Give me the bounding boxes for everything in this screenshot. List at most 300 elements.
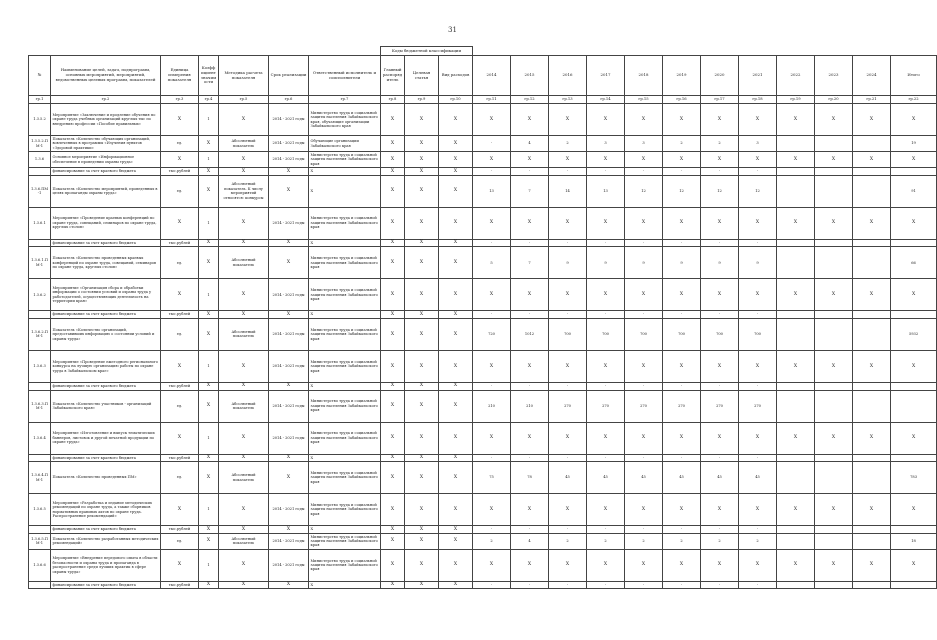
table-cell: Показатель «Количество мероприятий, проведенных в целях пропаганды охраны труда» [51,175,161,207]
table-cell: 9 [625,247,663,279]
column-header: Методика расчета показателя [219,56,269,96]
table-cell: X [439,533,473,549]
table-cell: X [473,350,511,382]
table-cell: 700 [739,318,777,350]
table-cell: X [853,207,891,239]
table-cell [891,526,937,534]
table-cell: 7 [511,247,549,279]
table-cell: Министерство труда и социальной защиты населения Забайкальского края [309,207,381,239]
table-cell: X [473,422,511,454]
table-cell: ед. [161,533,199,549]
table-cell: 1.3.6.2.ПМ-1 [29,318,51,350]
column-number: гр.15 [625,96,663,104]
column-header: 2018 [625,56,663,96]
table-cell: - [511,311,549,319]
column-number: гр.20 [815,96,853,104]
table-cell: X [891,207,937,239]
table-cell: 700 [549,318,587,350]
table-cell: X [701,207,739,239]
table-cell: X [587,104,625,136]
column-header: 2019 [663,56,701,96]
table-cell: X [269,168,309,176]
table-cell: 2014 - 2021 годы [269,390,309,422]
table-cell: X [511,279,549,311]
table-cell: X [853,422,891,454]
table-cell: X [405,494,439,526]
table-cell: X [439,207,473,239]
table-row [29,207,937,239]
table-cell: 45 [587,462,625,494]
table-cell: X [739,494,777,526]
table-cell: ед. [161,136,199,152]
table-cell: X [439,462,473,494]
table-cell: X [219,207,269,239]
table-cell: X [199,533,219,549]
table-cell: X [853,104,891,136]
table-cell [853,175,891,207]
table-cell: X [309,311,381,319]
table-cell: X [381,207,405,239]
table-cell: X [381,390,405,422]
table-cell: X [269,462,309,494]
table-cell: X [549,207,587,239]
table-cell: 2014 - 2021 годы [269,494,309,526]
column-number: гр.5 [219,96,269,104]
table-cell: X [439,247,473,279]
table-cell [777,175,815,207]
table-cell: X [815,350,853,382]
column-header: 2016 [549,56,587,96]
table-cell: - [663,526,701,534]
table-cell: - [739,168,777,176]
table-cell: X [663,422,701,454]
table-cell: Мероприятие «Организация сбора и обработки информации о состоянии условий и охраны труда у работодателей, осуществляющих деятельность на территории края» [51,279,161,311]
table-cell: - [587,454,625,462]
table-row [29,152,937,168]
table-cell [853,311,891,319]
table-cell: X [269,526,309,534]
table-cell: 2 [549,136,587,152]
table-cell [891,390,937,422]
table-cell: 45 [701,462,739,494]
table-cell: X [815,494,853,526]
table-cell: - [663,168,701,176]
table-cell: X [853,494,891,526]
table-cell: - [701,382,739,390]
table-cell [815,175,853,207]
table-cell: X [587,207,625,239]
table-cell: X [269,311,309,319]
table-cell: X [405,247,439,279]
table-cell: тыс.рублей [161,581,199,589]
column-number: гр.18 [739,96,777,104]
table-cell [29,526,51,534]
table-cell: 45 [663,462,701,494]
table-cell: X [587,494,625,526]
table-cell [853,526,891,534]
table-cell: X [473,549,511,581]
table-cell: 3 [625,136,663,152]
table-cell: X [199,382,219,390]
table-cell: X [381,533,405,549]
table-cell: 700 [663,318,701,350]
table-cell: X [549,494,587,526]
table-cell: - [587,168,625,176]
table-cell: X [381,549,405,581]
table-cell: 700 [625,318,663,350]
table-cell: - [739,454,777,462]
table-cell: Мероприятие «Разработка и издание методических рекомендаций по охране труда, а также сборников нормативных правовых актов по охране труда. Распространение рекомендаций» [51,494,161,526]
table-cell [815,318,853,350]
table-cell: X [199,581,219,589]
table-cell: 4 [511,136,549,152]
table-cell: X [891,494,937,526]
table-cell: 270 [663,390,701,422]
table-cell [853,454,891,462]
column-number: гр.7 [309,96,381,104]
table-cell: финансирование за счет краевого бюджета [51,311,161,319]
table-row [29,318,937,350]
table-cell: X [405,526,439,534]
table-cell: X [891,549,937,581]
table-cell: X [663,350,701,382]
column-number: гр.9 [405,96,439,104]
table-cell: X [381,168,405,176]
table-cell: Абсолютный показатель [219,462,269,494]
table-cell: 12 [625,175,663,207]
table-cell: X [219,581,269,589]
table-cell: X [625,422,663,454]
table-row [29,175,937,207]
table-row [29,390,937,422]
column-number: гр.8 [381,96,405,104]
table-cell: X [439,350,473,382]
table-cell: 14 [549,175,587,207]
table-cell: X [739,207,777,239]
table-cell: X [219,549,269,581]
table-cell: X [511,494,549,526]
table-cell: X [853,279,891,311]
column-number: гр.17 [701,96,739,104]
table-cell: 1 [199,549,219,581]
table-cell: X [587,350,625,382]
table-cell: 75 [473,462,511,494]
table-cell: X [625,350,663,382]
table-cell: X [381,454,405,462]
column-number: гр.3 [161,96,199,104]
table-cell: X [219,350,269,382]
table-cell: X [549,279,587,311]
program-table [28,46,937,589]
table-cell: X [405,533,439,549]
table-row [29,136,937,152]
table-cell: 13 [473,175,511,207]
table-cell [777,454,815,462]
table-cell: Мероприятие «Проведение краевых конференций по охране труда, совещаний, семинаров по охране труда, круглых столов» [51,207,161,239]
table-cell [853,247,891,279]
table-cell: X [405,390,439,422]
table-cell: 210 [511,390,549,422]
table-cell: 1 [199,207,219,239]
table-cell: X [511,549,549,581]
table-cell: - [587,581,625,589]
table-cell: X [405,239,439,247]
table-cell: X [439,494,473,526]
table-cell: X [853,549,891,581]
table-cell: - [511,454,549,462]
table-cell: - [663,454,701,462]
table-cell: Абсолютный показатель [219,533,269,549]
column-number: гр.4 [199,96,219,104]
table-cell: 1 [199,104,219,136]
table-cell: финансирование за счет краевого бюджета [51,454,161,462]
table-cell: - [549,311,587,319]
table-row [29,239,937,247]
table-cell: X [199,175,219,207]
table-cell: 2014 - 2021 годы [269,279,309,311]
table-cell: X [219,382,269,390]
table-cell: Министерство труда и социальной защиты населения Забайкальского края [309,279,381,311]
table-cell: X [853,350,891,382]
table-cell: 2014 - 2021 годы [269,549,309,581]
table-cell: 1.3.6.ПМ-1 [29,175,51,207]
table-cell: X [269,239,309,247]
table-cell: X [625,549,663,581]
table-cell: X [381,136,405,152]
table-cell: X [663,279,701,311]
table-cell: 2 [701,533,739,549]
table-cell [777,526,815,534]
table-cell: Министерство труда и социальной защиты населения Забайкальского края, обучающие организации Забайкальского края [309,104,381,136]
table-cell: ед. [161,390,199,422]
table-cell: - [549,168,587,176]
table-cell: 2014 - 2021 годы [269,136,309,152]
column-number: гр.10 [439,96,473,104]
table-cell: Абсолютный показатель [219,136,269,152]
table-cell: 270 [587,390,625,422]
table-cell: 1.3.6.4 [29,422,51,454]
table-cell: X [199,311,219,319]
table-cell: финансирование за счет краевого бюджета [51,239,161,247]
table-cell: Министерство труда и социальной защиты населения Забайкальского края [309,390,381,422]
table-cell: тыс.рублей [161,454,199,462]
table-cell [777,136,815,152]
table-cell: - [587,526,625,534]
column-number: гр.21 [853,96,891,104]
table-cell: 1.3.6.1.ПМ-1 [29,247,51,279]
table-cell [29,382,51,390]
table-row [29,311,937,319]
table-cell: X [777,350,815,382]
table-cell: - [625,382,663,390]
column-header: Итого [891,56,937,96]
table-cell: - [511,382,549,390]
table-cell: X [161,350,199,382]
table-cell: - [739,382,777,390]
table-cell: - [701,581,739,589]
column-header: 2024 [853,56,891,96]
table-cell: 1.3.6.4.ПМ-1 [29,462,51,494]
table-cell: X [587,422,625,454]
table-cell: X [199,526,219,534]
table-cell: - [511,239,549,247]
table-cell: X [161,152,199,168]
table-cell [777,247,815,279]
table-cell: X [815,104,853,136]
table-cell: X [549,104,587,136]
table-cell: - [511,168,549,176]
table-cell: X [439,104,473,136]
table-cell: - [701,239,739,247]
table-cell: - [511,581,549,589]
table-cell: - [625,168,663,176]
table-cell: ед. [161,462,199,494]
table-cell: X [381,494,405,526]
table-cell: Министерство труда и социальной защиты населения Забайкальского края [309,318,381,350]
column-header: 2020 [701,56,739,96]
table-cell: - [473,581,511,589]
table-cell: 4 [511,533,549,549]
table-cell [777,168,815,176]
table-cell: X [381,382,405,390]
table-cell [853,462,891,494]
table-cell: X [549,350,587,382]
table-cell: 2 [663,136,701,152]
table-cell: X [815,279,853,311]
table-cell: X [439,168,473,176]
table-cell: X [219,422,269,454]
table-cell: 700 [587,318,625,350]
table-cell: X [405,581,439,589]
column-header: Главный распорядитель [381,56,405,96]
table-cell: X [439,239,473,247]
column-number-row [29,96,937,104]
table-cell: - [549,581,587,589]
column-header: № [29,56,51,96]
table-cell [29,311,51,319]
table-cell: Показатель «Количество проведенных ПМ» [51,462,161,494]
table-cell: X [219,152,269,168]
table-row [29,454,937,462]
table-cell: - [473,311,511,319]
table-cell: X [663,207,701,239]
table-row [29,581,937,589]
table-cell: X [405,318,439,350]
table-cell: X [891,422,937,454]
table-cell [29,581,51,589]
table-cell: - [625,581,663,589]
table-cell: X [701,549,739,581]
table-cell: 1.3.6.3 [29,350,51,382]
page-number: 31 [448,26,457,34]
table-cell: X [625,279,663,311]
table-cell: X [439,311,473,319]
table-cell: X [199,318,219,350]
table-cell: X [269,175,309,207]
table-cell: 18 [891,533,937,549]
table-row [29,549,937,581]
table-cell: X [405,350,439,382]
table-cell: X [405,311,439,319]
column-number: гр.13 [549,96,587,104]
table-cell: X [309,239,381,247]
table-cell: X [777,422,815,454]
table-cell: Показатель «Количество проведенных краевых конференций по охране труда, совещаний, семинаров по охране труда, круглых столов» [51,247,161,279]
table-cell: - [625,239,663,247]
table-cell: - [739,311,777,319]
table-cell: 3 [587,136,625,152]
table-cell: 1.3.5.2 [29,104,51,136]
table-cell: X [777,207,815,239]
table-cell: - [625,454,663,462]
table-cell: X [199,454,219,462]
table-cell: X [219,104,269,136]
table-cell: - [549,239,587,247]
table-cell: 45 [739,462,777,494]
table-cell: X [439,390,473,422]
column-header: Единица измерения показателя [161,56,199,96]
table-cell: 2 [473,533,511,549]
table-cell: 1.3.6.5 [29,494,51,526]
table-cell: X [663,494,701,526]
table-row [29,247,937,279]
table-cell: X [381,104,405,136]
table-cell: X [439,136,473,152]
table-cell: X [219,311,269,319]
table-cell: X [199,239,219,247]
column-header: 2014 [473,56,511,96]
table-cell: X [511,422,549,454]
table-cell: X [161,279,199,311]
table-cell: Министерство труда и социальной защиты населения Забайкальского края [309,350,381,382]
table-cell: 7 [511,175,549,207]
table-cell: X [815,152,853,168]
table-cell [815,533,853,549]
table-cell: 78 [511,462,549,494]
table-cell: Основное мероприятие «Информационное обеспечение в проведении охраны труда» [51,152,161,168]
table-cell: 1.3.6.5.ПМ-1 [29,533,51,549]
table-cell: X [381,581,405,589]
table-cell: X [405,422,439,454]
table-cell: - [511,526,549,534]
table-cell: X [739,152,777,168]
table-cell: X [625,494,663,526]
table-cell: - [587,382,625,390]
column-header: Коэффициент значимости [199,56,219,96]
table-cell [891,239,937,247]
table-cell: - [587,239,625,247]
table-cell: X [587,549,625,581]
table-cell: тыс.рублей [161,382,199,390]
table-cell: - [473,168,511,176]
table-cell: 2 [663,533,701,549]
table-cell: X [853,152,891,168]
table-cell: 1 [199,350,219,382]
table-cell: 5 [473,247,511,279]
table-cell: финансирование за счет краевого бюджета [51,168,161,176]
column-number: гр.1 [29,96,51,104]
table-cell: X [439,318,473,350]
table-cell: - [663,239,701,247]
table-cell: - [473,454,511,462]
table-cell: - [625,526,663,534]
table-cell: X [199,390,219,422]
table-cell: 9 [701,247,739,279]
table-cell: X [777,279,815,311]
table-row [29,462,937,494]
table-cell [777,533,815,549]
table-cell: 1 [199,494,219,526]
